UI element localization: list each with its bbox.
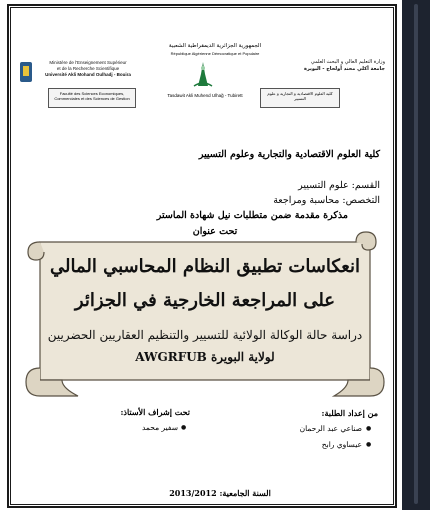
ministry-fr-line3: Université Akli Mohand Oulhadj - Bouira [45,72,131,77]
ministry-ar-line2: جامعة أكلي محند أولحاج - البويرة [303,66,385,72]
student-name: عيساوي رابح [321,440,362,449]
bullet-icon: ● [181,424,187,431]
bullet-icon: ● [366,425,372,432]
republic-ar: الجمهورية الجزائرية الديمقراطية الشعبية [168,43,262,49]
thesis-title-line2: على المراجعة الخارجية في الجزائر [74,290,336,311]
ministry-fr-line2: et de la Recherche Scientifique [56,66,120,71]
thesis-subtitle-line1: دراسة حالة الوكالة الولائية للتسيير والتنظيم العقاريين الحضريين [47,328,363,342]
ministry-fr-line1: Ministère de l'Enseignement Supérieur [49,60,127,65]
thesis-subtitle-line2: لولاية البويرة AWGRFUB [135,350,275,364]
student-name: صناعي عبد الرحمان [299,424,362,433]
under-title-label: تحت عنوان [192,226,238,237]
viewer-scrollbar[interactable] [402,0,430,510]
academic-year [140,488,300,498]
supervisor-label: تحت إشراف الأستاذ: [120,407,190,417]
bullet-icon: ● [366,441,372,448]
faculty-box-ar: كلية العلوم الاقتصادية و التجارية و علوم التسيير [260,88,340,108]
academic-year-value: 2013/2012 [169,488,217,498]
supervisor-name: سفير محمد [142,423,178,432]
academic-year-label: السنة الجامعية: [219,488,271,498]
ministry-logo-icon [18,60,34,84]
faculty-box-fr: Faculté des Sciences Economiques, Commerciales et des Sciences de Gestion [48,88,136,108]
department: القسم: علوم التسيير [298,180,380,191]
faculty-name: كلية العلوم الاقتصادية والتجارية وعلوم التسيير [198,149,380,160]
republic-fr: République Algérienne Démocratique et Populaire [170,51,260,56]
university-name-fr: Tasdawit Akli Muhend Ulhağ - Tubirett [167,93,243,98]
memo-description: مذكرة مقدمة ضمن متطلبات نيل شهادة الماستر [156,210,348,221]
title-scroll-banner [18,228,392,406]
scrollbar-thumb[interactable] [414,4,418,504]
university-logo-icon [188,60,218,90]
thesis-title-line1: انعكاسات تطبيق النظام المحاسبي المالي [49,256,361,277]
specialty: التخصص: محاسبة ومراجعة [273,195,380,206]
ministry-ar-line1: وزارة التعليم العالي و البحث العلمي [310,59,385,65]
students-label: من إعداد الطلبة: [321,408,378,418]
ministry-ar-block [280,59,385,73]
ministry-fr-block [37,60,139,78]
